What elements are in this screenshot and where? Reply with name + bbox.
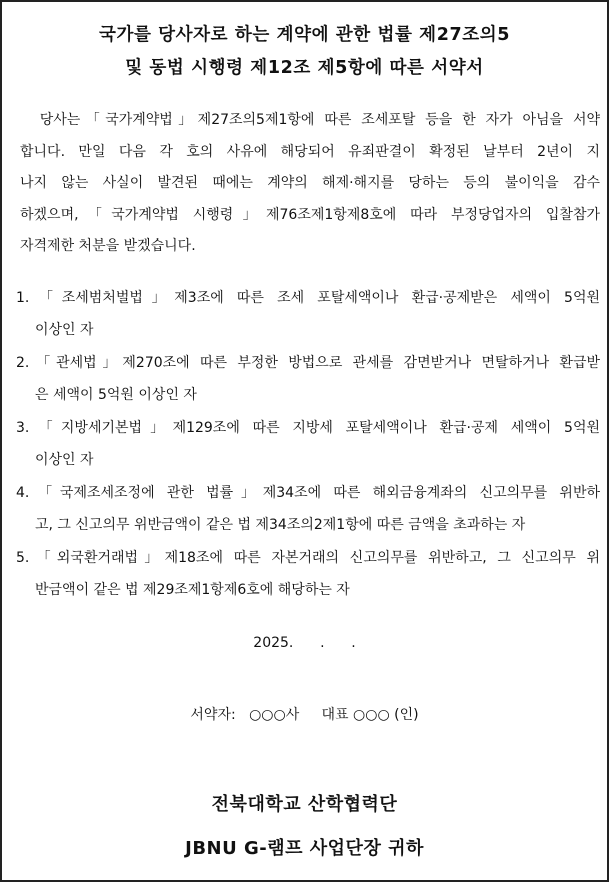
document-title-line-2: 및 동법 시행령 제12조 제5항에 따른 서약서	[125, 58, 484, 78]
list-item	[16, 413, 600, 476]
document-title-line-1: 국가를 당사자로 하는 계약에 관한 법률 제27조의5	[98, 25, 511, 45]
pledge-paragraph-line: 나지 않는 사실이 발견된 때에는 계약의 해제·해지를 당하는 등의 불이익을 감수	[20, 175, 600, 191]
list-item-text: 이상인 자	[35, 321, 94, 338]
list-item-number: 3.	[16, 420, 30, 436]
list-item-number: 4.	[16, 485, 30, 501]
disqualification-list	[16, 283, 600, 608]
signer-line	[2, 703, 607, 727]
recipient-organization: 전북대학교 산학협력단	[211, 794, 398, 815]
pledge-paragraph	[20, 105, 600, 263]
seal-mark: (인)	[394, 707, 419, 723]
pledge-paragraph-line: 합니다. 만일 다음 각 호의 사유에 해당되어 유죄판결이 확정된 날부터 2년이 지	[20, 143, 600, 160]
list-item-number: 1.	[16, 290, 30, 306]
recipient-addressee: JBNU G-램프 사업단장 귀하	[185, 838, 424, 859]
list-item	[16, 543, 600, 606]
list-item-text: 은 세액이 5억원 이상인 자	[35, 386, 197, 403]
list-item-text: 「관세법」제270조에 따른 부정한 방법으로 관세를 감면받거나 면탈하거나 환급받	[30, 355, 600, 371]
list-item-text: 고, 그 신고의무 위반금액이 같은 법 제34조의2제1항에 따른 금액을 초과하는 자	[35, 516, 526, 533]
list-item-text: 「국제조세조정에 관한 법률」제34조에 따른 해외금융계좌의 신고의무를 위반하	[30, 485, 600, 501]
list-item-text: 「지방세기본법」제129조에 따른 지방세 포탈세액이나 환급·공제 세액이 5억원	[30, 420, 600, 436]
signer-label: 서약자:	[190, 707, 236, 723]
representative-label: 대표	[321, 707, 349, 723]
list-item-number: 5.	[16, 550, 30, 566]
pledge-date: 2025. . .	[253, 635, 356, 651]
signer-company: ○○○사	[249, 707, 300, 723]
list-item	[16, 348, 600, 411]
list-item-number: 2.	[16, 355, 30, 371]
list-item-text: 「조세범처벌법」제3조에 따른 조세 포탈세액이나 환급·공제받은 세액이 5억원	[30, 290, 600, 306]
list-item-text: 반금액이 같은 법 제29조제1항제6호에 해당하는 자	[35, 581, 350, 598]
list-item-text: 이상인 자	[35, 451, 94, 468]
list-item	[16, 283, 600, 346]
pledge-paragraph-line: 자격제한 처분을 받겠습니다.	[20, 238, 196, 254]
list-item	[16, 478, 600, 541]
list-item-text: 「외국환거래법」제18조에 따른 자본거래의 신고의무를 위반하고, 그 신고의무 위	[30, 550, 600, 566]
pledge-paragraph-line: 하겠으며,「국가계약법 시행령」제76조제1항제8호에 따라 부정당업자의 입찰참가	[20, 206, 600, 223]
representative-name: ○○○	[353, 707, 390, 723]
pledge-paragraph-line: 당사는「국가계약법」제27조의5제1항에 따른 조세포탈 등을 한 자가 아님을 서약	[20, 112, 600, 128]
